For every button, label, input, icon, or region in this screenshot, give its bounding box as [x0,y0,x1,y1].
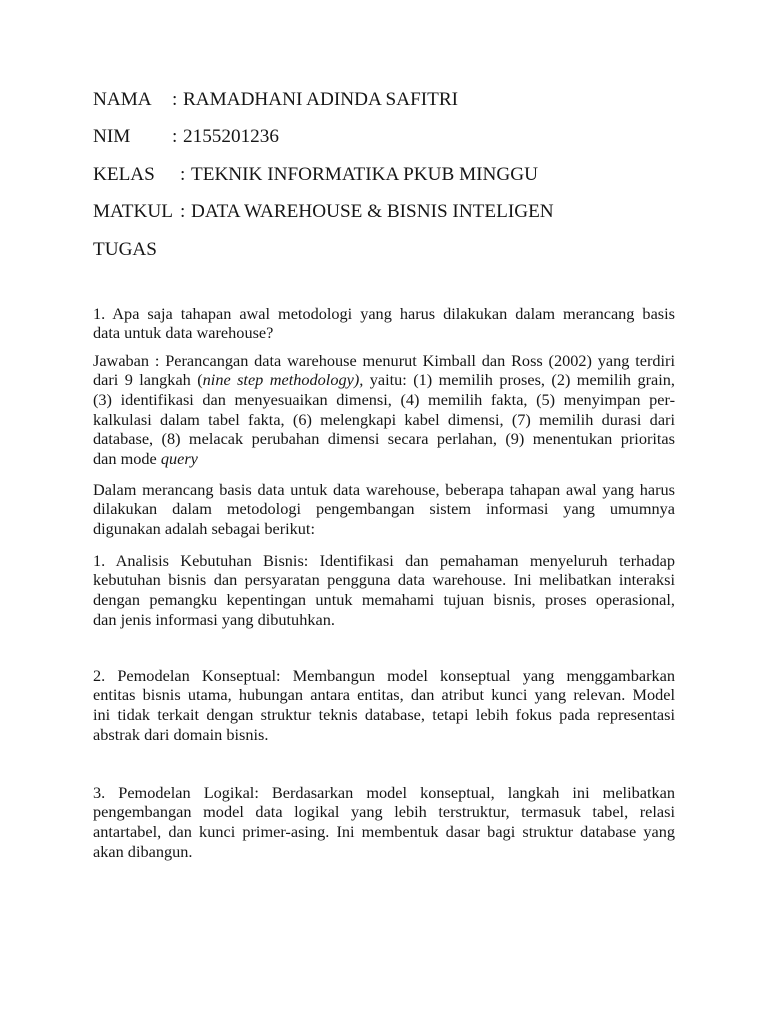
section-title [93,239,713,261]
header-field-kelas [93,164,713,186]
field-separator: : [172,126,178,147]
text-line: antartabel, dan kunci primer-asing. Ini membentuk dasar bagi struktur database yang [93,821,675,841]
text-line: kebutuhan bisnis dan persyaratan pengguna data warehouse. Ini melibatkan interaksi [93,570,675,590]
header-field-nim [93,126,713,148]
field-label: MATKUL [93,201,173,222]
question-text [93,304,675,343]
field-label: NIM [93,126,131,147]
field-value: RAMADHANI ADINDA SAFITRI [183,89,459,110]
text-line: 1. Analisis Kebutuhan Bisnis: Identifikasi dan pemahaman menyeluruh terhadap [93,550,675,570]
text-line: database, (8) melacak perubahan dimensi secara perlahan, (9) menentukan prioritas [93,429,675,449]
line-text: dari 9 langkah ( [93,370,203,390]
text-line: 3. Pemodelan Logikal: Berdasarkan model konseptual, langkah ini melibatkan [93,782,675,802]
text-line: pengembangan model data logikal yang lebih terstruktur, termasuk tabel, relasi [93,802,675,822]
header-field-nama [93,89,713,111]
intro-paragraph [93,480,675,539]
field-label: NAMA [93,89,152,110]
text-line: 1. Apa saja tahapan awal metodologi yang harus dilakukan dalam merancang basis [93,303,675,323]
italic-text: query [160,448,198,468]
field-separator: : [172,89,178,110]
section-title-text: TUGAS [93,239,157,260]
line-text: yaitu: (1) memilih proses, (2) memilih grain, [363,370,676,390]
text-line: dilakukan dalam metodologi pengembangan sistem informasi yang umumnya [93,499,675,519]
text-line: akan dibangun. [93,841,193,861]
text-line [93,449,675,469]
text-line: 2. Pemodelan Konseptual: Membangun model konseptual yang menggambarkan [93,665,675,685]
text-line: kalkulasi dalam tabel fakta, (6) melengkapi kabel dimensi, (7) memilih durasi dari [93,409,675,429]
text-line: dan jenis informasi yang dibutuhkan. [93,609,335,629]
field-separator: : [180,201,186,222]
text-line: digunakan adalah sebagai berikut: [93,518,315,538]
text-line: (3) identifikasi dan menyesuaikan dimensi, (4) memilih fakta, (5) menyimpan per- [93,389,675,409]
text-line [93,370,675,390]
answer-text [93,351,675,469]
step-1-paragraph [93,551,675,630]
italic-text: nine step methodology), [202,370,364,390]
step-2-paragraph [93,666,675,745]
text-line: Dalam merancang basis data untuk data warehouse, beberapa tahapan awal yang harus [93,479,675,499]
field-value: DATA WAREHOUSE & BISNIS INTELIGEN [191,201,554,222]
line-text: dan mode [93,448,161,468]
field-value: 2155201236 [183,126,279,147]
text-line: ini tidak terkait dengan struktur teknis database, tetapi lebih fokus pada representasi [93,704,675,724]
text-line: dengan pemangku kepentingan untuk memahami tujuan bisnis, proses operasional, [93,589,675,609]
field-separator: : [180,164,186,185]
field-value: TEKNIK INFORMATIKA PKUB MINGGU [191,164,538,185]
text-line: entitas bisnis utama, hubungan antara entitas, dan atribut kunci yang relevan. Model [93,685,675,705]
text-line: abstrak dari domain bisnis. [93,724,269,744]
field-label: KELAS [93,164,155,185]
text-line: data untuk data warehouse? [93,323,274,343]
text-line: Jawaban : Perancangan data warehouse menurut Kimball dan Ross (2002) yang terdiri [93,350,675,370]
step-3-paragraph [93,783,675,862]
header-field-matkul [93,201,713,223]
